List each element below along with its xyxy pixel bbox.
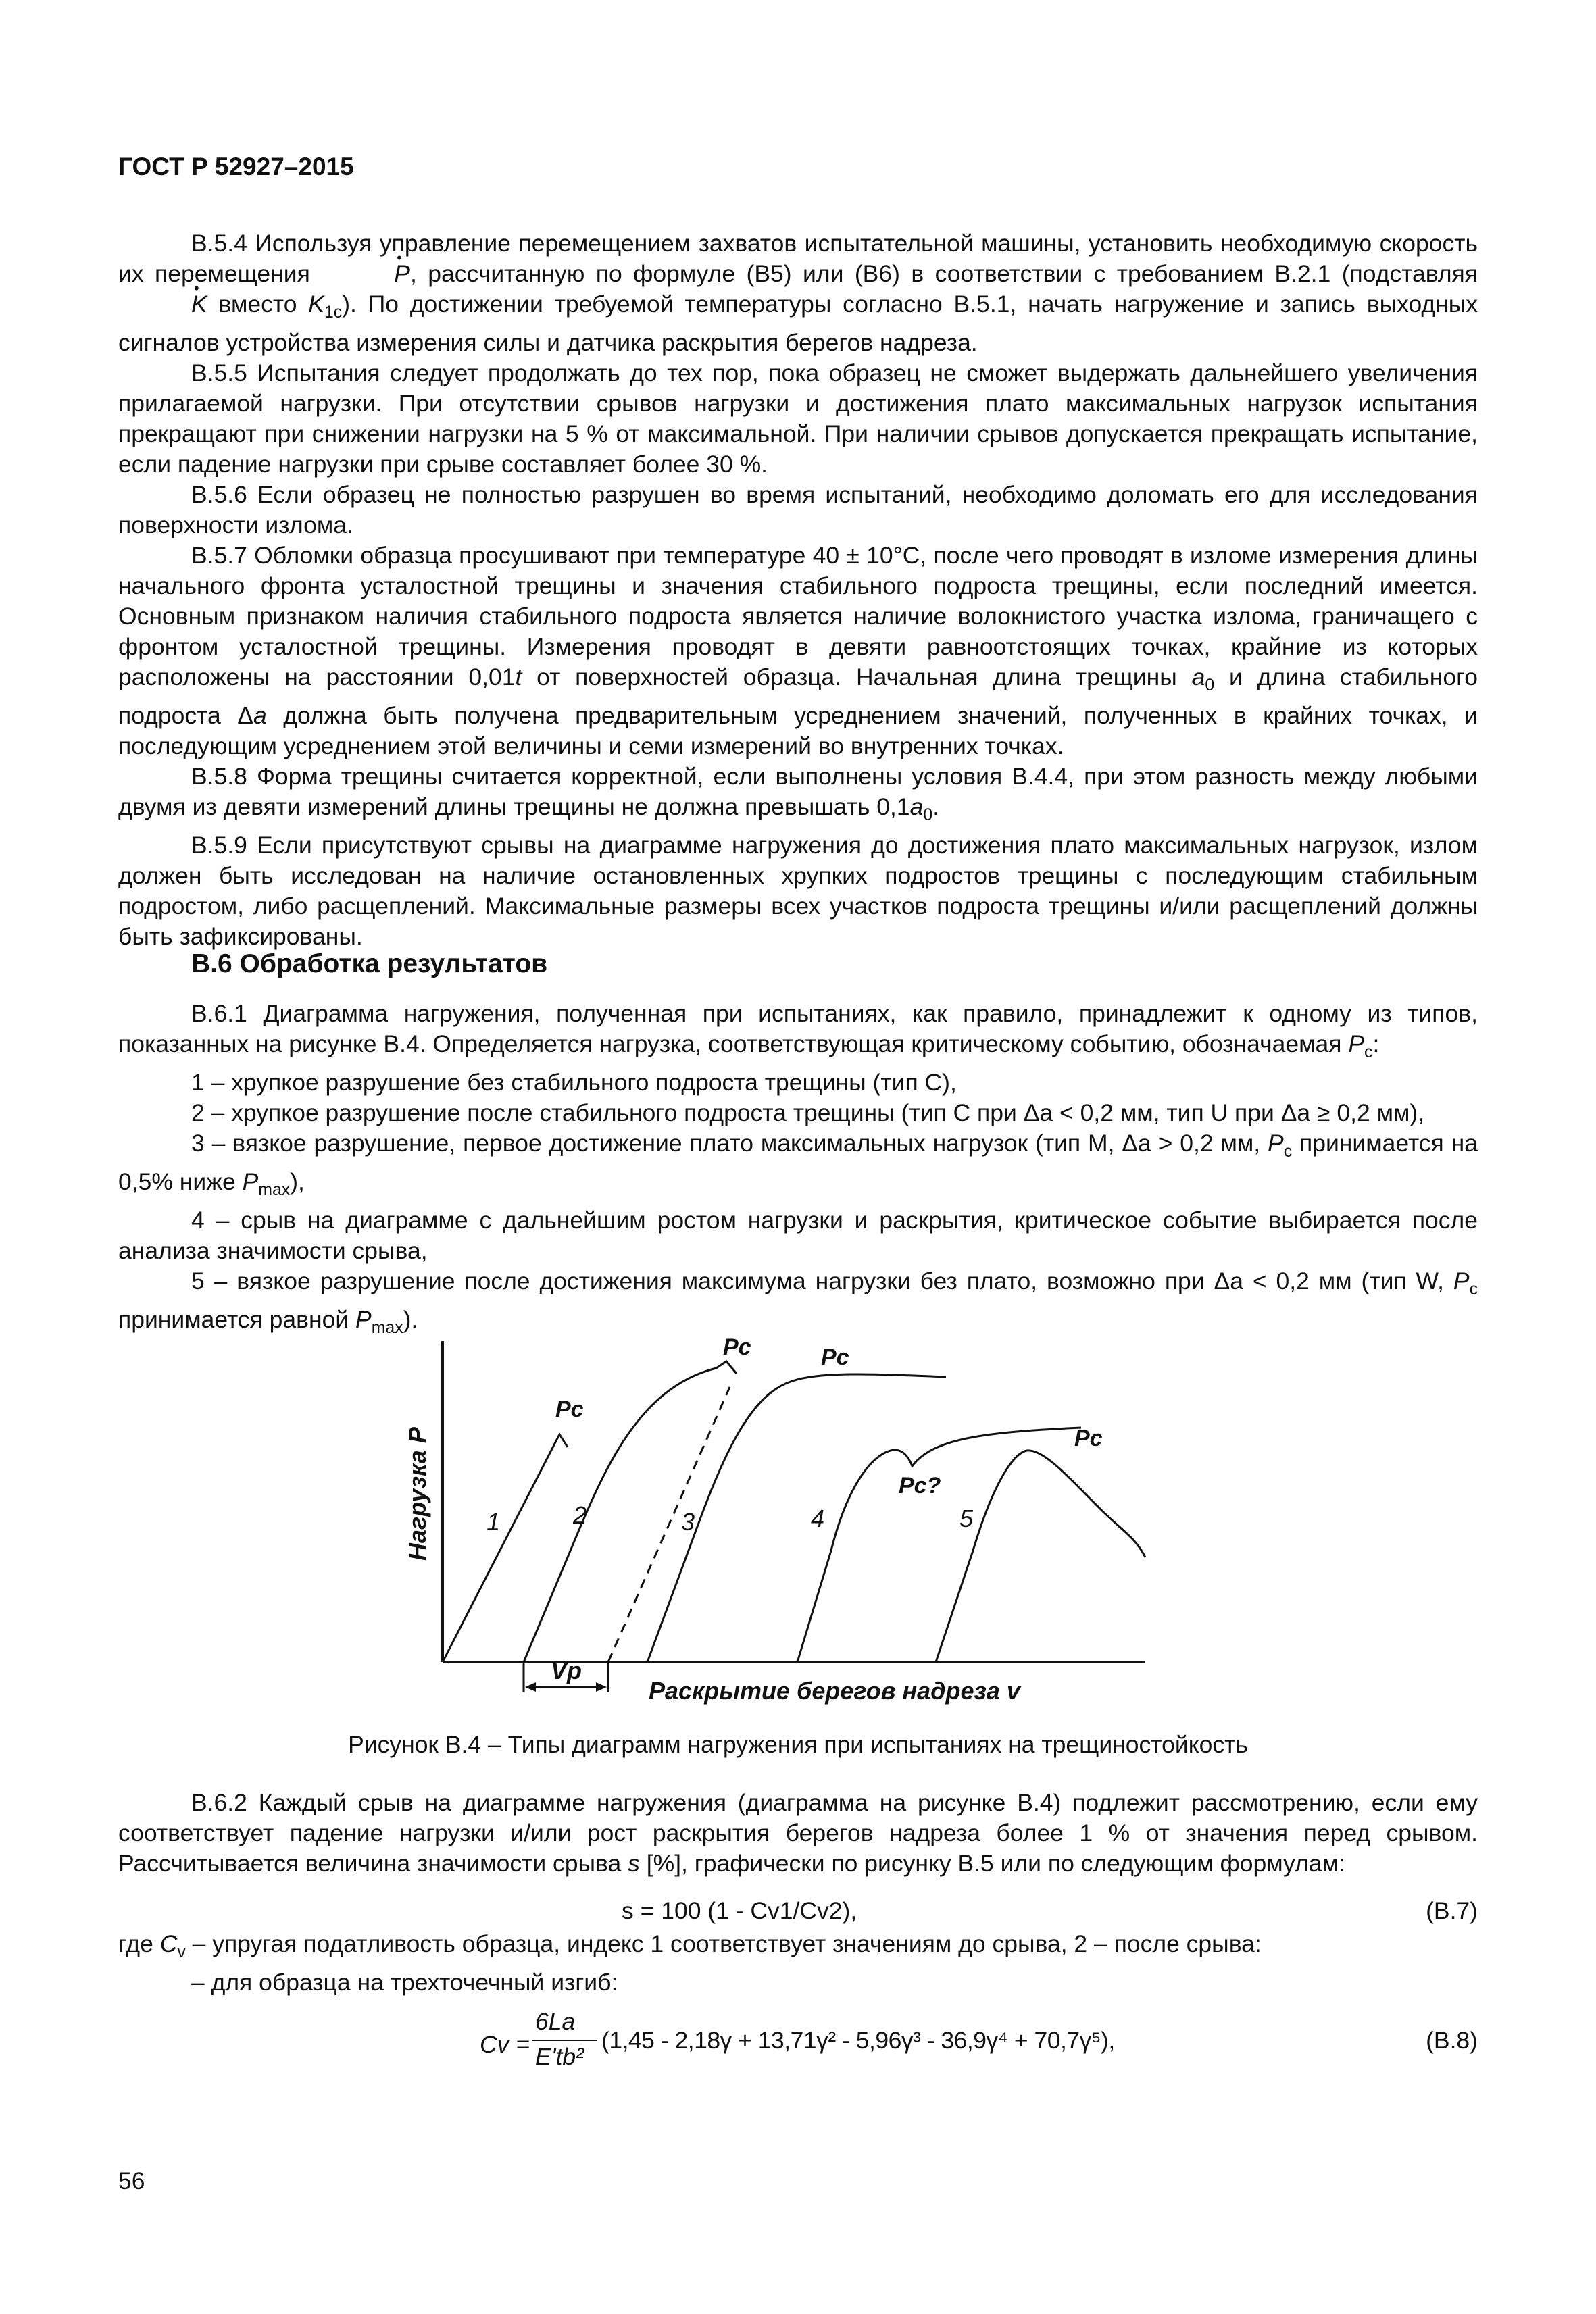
load-diagram	[399, 1334, 1223, 1719]
formula-b8-denominator: E'tb²	[535, 2043, 584, 2070]
curve-label-3: 3	[681, 1508, 695, 1536]
curve-1	[443, 1434, 568, 1662]
list-item: 2 – хрупкое разрушение после стабильного подроста трещины (тип С при Δa < 0,2 мм, тип U при Δa ≥ 0,2 мм),	[191, 1099, 1425, 1127]
pc-label-2: Pc	[723, 1334, 751, 1360]
curve-label-4: 4	[811, 1505, 825, 1532]
figure-caption: Рисунок В.4 – Типы диаграмм нагружения при испытаниях на трещиностойкость	[348, 1731, 1248, 1758]
list-item: 1 – хрупкое разрушение без стабильного подроста трещины (тип С),	[191, 1069, 957, 1097]
dash-line: – для образца на трехточечный изгиб:	[191, 1969, 618, 1996]
vp-arrowhead-left	[525, 1682, 536, 1692]
paragraphs-top	[118, 228, 1478, 952]
pc-label-5: Pc	[1074, 1426, 1103, 1451]
formula-b8-polynomial: (1,45 - 2,18γ + 13,71γ² - 5,96γ³ - 36,9γ⁴ + 70,7γ⁵),	[601, 2027, 1115, 2054]
x-axis-label: Раскрытие берегов надреза v	[649, 1677, 1020, 1705]
list-item: 3 – вязкое разрушение, первое достижение плато максимальных нагрузок (тип М, Δa > 0,2 мм, $P_c$ принимается на 0,5% ниже $P_{max}$),	[118, 1130, 1478, 1200]
paragraph-b57: В.5.7 Обломки образца просушивают при температуре 40 ± 10°С, после чего проводят в изломе измерения длины начального фронта усталостной трещины и значения стабильного подроста трещины, если последний имеется. Основным признаком наличия стабильного подроста является наличие волокнистого участка излома, граничащего с фронтом усталостной трещины. Измерения проводят в девяти равноотстоящих точках, крайние из которых расположены на расстоянии 0,01t от поверхностей образца. Начальная длина трещины $a_0$ и длина стабильного подроста Δa должна быть получена предварительным усреднением значений, полученных в крайних точках, и последующим усреднением этой величины и семи измерений во внутренних точках.	[118, 542, 1478, 760]
figure-b4	[399, 1334, 1223, 1719]
curve-label-2: 2	[573, 1501, 587, 1529]
paragraph-b58: В.5.8 Форма трещины считается корректной, если выполнены условия В.4.4, при этом разность между любыми двумя из девяти измерений длины трещины не должна превышать $0,1a_0$.	[118, 763, 1478, 825]
formula-b7-number: (В.7)	[1426, 1897, 1478, 1924]
formula-b8-lhs: Cv =	[480, 2031, 530, 2058]
vp-arrowhead-right	[596, 1682, 607, 1692]
curve-label-5: 5	[959, 1505, 974, 1532]
paragraph-b55: В.5.5 Испытания следует продолжать до тех пор, пока образец не сможет выдержать дальнейшего увеличения прилагаемой нагрузки. При отсутствии срывов нагрузки и достижения плато максимальных нагрузок испытания прекращают при снижении нагрузки на 5 % от максимальной. При наличии срывов допускается прекращать испытание, если падение нагрузки при срыве составляет более 30 %.	[118, 359, 1478, 478]
paragraph-b62: В.6.2 Каждый срыв на диаграмме нагружения (диаграмма на рисунке В.4) подлежит рассмотрению, если ему соответствует падение нагрузки и/или рост раскрытия берегов надреза более 1 % от значения перед срывом. Рассчитывается величина значимости срыва s [%], графически по рисунку В.5 или по следующим формулам:	[118, 1789, 1478, 1877]
paragraph-b61: В.6.1 Диаграмма нагружения, полученная при испытаниях, как правило, принадлежит к одному из типов, показанных на рисунке В.4. Определяется нагрузка, соответствующая критическому событию, обозначаемая $P_c$:	[118, 1000, 1478, 1062]
formula-b8-numerator: 6La	[535, 2008, 576, 2035]
curve-5	[936, 1451, 1145, 1662]
list-item: 4 – срыв на диаграмме с дальнейшим ростом нагрузки и раскрытия, критическое событие выбирается после анализа значимости срыва,	[118, 1207, 1478, 1265]
paragraph-b59: В.5.9 Если присутствуют срывы на диаграмме нагружения до достижения плато максимальных нагрузок, излом должен быть исследован на наличие остановленных хрупких подростов трещины с последующим стабильным подростом, либо расщеплений. Максимальные размеры всех участков подроста трещины и/или расщеплений должны быть зафиксированы.	[118, 832, 1478, 951]
curve-label-1: 1	[487, 1508, 501, 1536]
pc-label-3: Pc	[821, 1344, 849, 1370]
formula-b8	[480, 2008, 1155, 2082]
paragraph-b56: В.5.6 Если образец не полностью разрушен во время испытаний, необходимо доломать его для исследования поверхности излома.	[118, 481, 1478, 539]
section-title: В.6 Обработка результатов	[191, 949, 548, 978]
formula-b8-number: (В.8)	[1426, 2027, 1478, 2054]
formula-b7: s = 100 (1 - Cv1/Cv2),	[622, 1897, 857, 1924]
curve-3-dashed	[608, 1387, 730, 1662]
pc-question-label: Pc?	[899, 1473, 941, 1499]
pc-label-1: Pc	[555, 1397, 584, 1422]
paragraph-b54: В.5.4 Используя управление перемещением захватов испытательной машины, установить необходимую скорость их перемещения • P, рассчитанную по формуле (В5) или (В6) в соответствии с требованием В.2.1 (подставляя • K вместо $K_{1c}$). По достижении требуемой температуры согласно В.5.1, начать нагружение и запись выходных сигналов устройства измерения силы и датчика раскрытия берегов надреза.	[118, 228, 1478, 358]
list-item: 5 – вязкое разрушение после достижения максимума нагрузки без плато, возможно при Δa < 0,2 мм (тип W, $P_c$ принимается равной $P_{max}$).	[118, 1267, 1478, 1338]
where-line: где $C_v$ – упругая податливость образца, индекс 1 соответствует значениям до срыва, 2 – после срыва:	[118, 1930, 1262, 1962]
paragraphs-bottom	[118, 1788, 1478, 1879]
page-number: 56	[118, 2167, 145, 2194]
document-header: ГОСТ Р 52927–2015	[118, 153, 354, 180]
formula-b8-fraction-bar	[532, 2040, 597, 2041]
y-axis-label: Нагрузка P	[403, 1427, 431, 1561]
paragraphs-mid	[118, 999, 1478, 1343]
curve-4	[797, 1428, 1081, 1662]
vp-label: Vp	[551, 1657, 582, 1684]
where-block	[118, 1929, 1478, 1998]
